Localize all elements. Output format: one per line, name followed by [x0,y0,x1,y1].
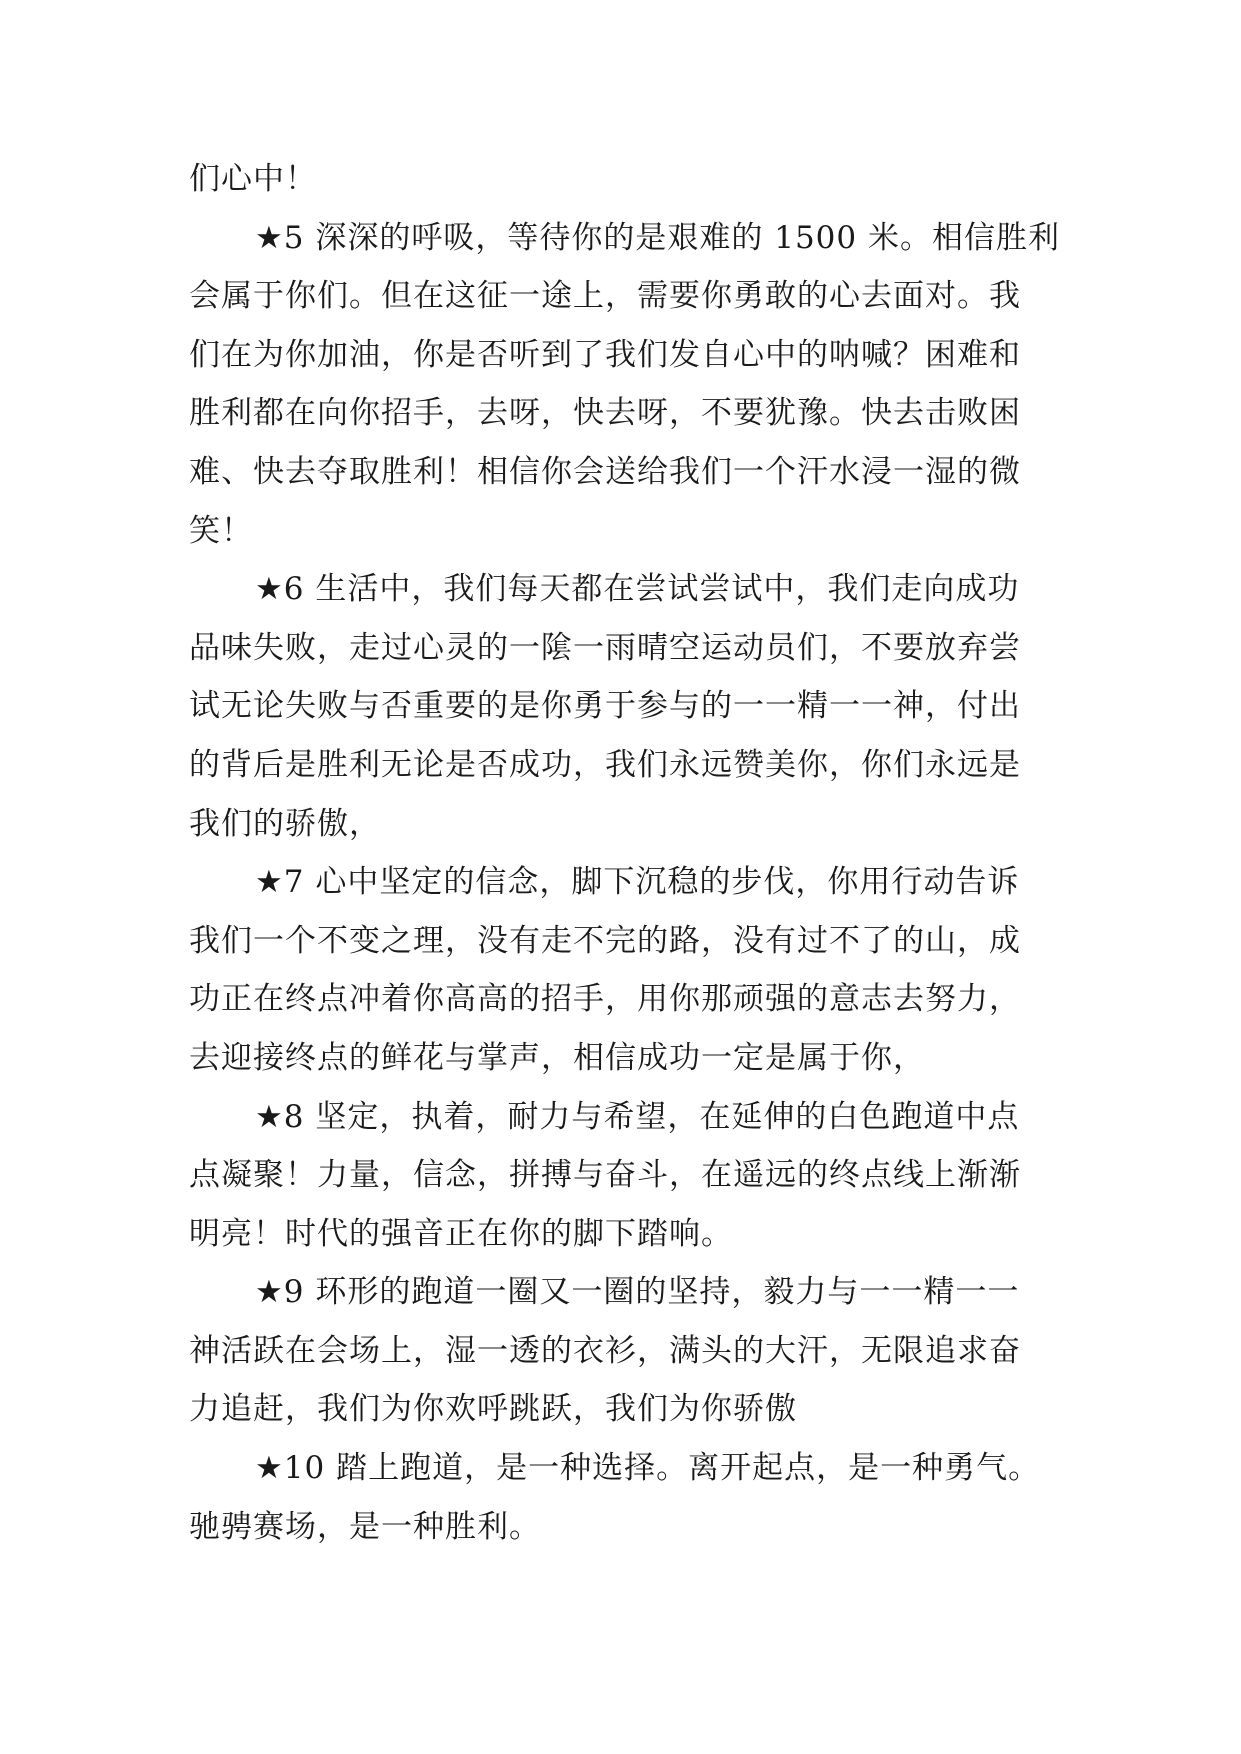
paragraph [189,853,1059,1087]
text-line [189,560,1059,619]
star-icon: ★ [255,219,284,256]
star-icon: ★ [255,1450,284,1487]
text-line: 们心中！ [189,161,317,197]
text-line: 力追赶，我们为你欢呼跳跃，我们为你骄傲 [189,1391,797,1428]
paragraph [189,150,1059,209]
text-line-content: 8 坚定，执着，耐力与希望，在延伸的白色跑道中点 [283,1098,1020,1135]
text-line-content: 6 生活中，我们每天都在尝试尝试中，我们走向成功 [283,571,1020,608]
text-line: 胜利都在向你招手，去呀，快去呀，不要犹豫。快去击败困 [189,395,1021,432]
text-line: 笑！ [189,512,253,549]
text-line: 品味失败，走过心灵的一隂一雨晴空运动员们，不要放弃尝 [189,629,1021,666]
text-line: 神活跃在会场上，湿一透的衣衫，满头的大汗，无限追求奋 [189,1332,1021,1369]
star-icon: ★ [255,864,284,901]
text-line: 功正在终点冲着你高高的招手，用你那顽强的意志去努力， [189,981,1021,1018]
text-line-content: 10 踏上跑道，是一种选择。离开起点，是一种勇气。 [283,1450,1041,1487]
star-icon: ★ [255,1274,284,1311]
text-line: 难、快去夺取胜利！相信你会送给我们一个汗水浸一湿的微 [189,453,1021,490]
text-line: 驰骋赛场，是一种胜利。 [189,1508,541,1545]
paragraph [189,560,1059,853]
text-line: 点凝聚！力量，信念，拼搏与奋斗，在遥远的终点线上渐渐 [189,1157,1021,1194]
text-line [189,853,1059,912]
text-line: 会属于你们。但在这征一途上，需要你勇敢的心去面对。我 [189,278,1021,315]
document-page [189,150,1059,1556]
paragraph [189,1263,1059,1439]
paragraph [189,209,1059,561]
text-line-content: 7 心中坚定的信念，脚下沉稳的步伐，你用行动告诉 [283,864,1020,901]
text-line [189,1088,1059,1147]
star-icon: ★ [255,571,284,608]
text-line: 们在为你加油，你是否听到了我们发自心中的呐喊？困难和 [189,336,1021,373]
text-line: 去迎接终点的鲜花与掌声，相信成功一定是属于你， [189,1039,925,1076]
text-line-content: 9 环形的跑道一圈又一圈的坚持，毅力与一一精一一 [283,1274,1020,1311]
text-line-content: 5 深深的呼吸，等待你的是艰难的 1500 米。相信胜利 [283,219,1060,256]
paragraph [189,1439,1059,1556]
text-line [189,1439,1059,1498]
text-line: 我们的骄傲， [189,805,381,842]
text-line [189,1263,1059,1322]
text-line [189,209,1059,268]
text-line: 明亮！时代的强音正在你的脚下踏响。 [189,1215,733,1252]
text-line: 试无论失败与否重要的是你勇于参与的一一精一一神，付出 [189,688,1021,725]
text-line: 的背后是胜利无论是否成功，我们永远赞美你，你们永远是 [189,746,1021,783]
text-line: 我们一个不变之理，没有走不完的路，没有过不了的山，成 [189,922,1021,959]
paragraph [189,1088,1059,1264]
star-icon: ★ [255,1098,284,1135]
